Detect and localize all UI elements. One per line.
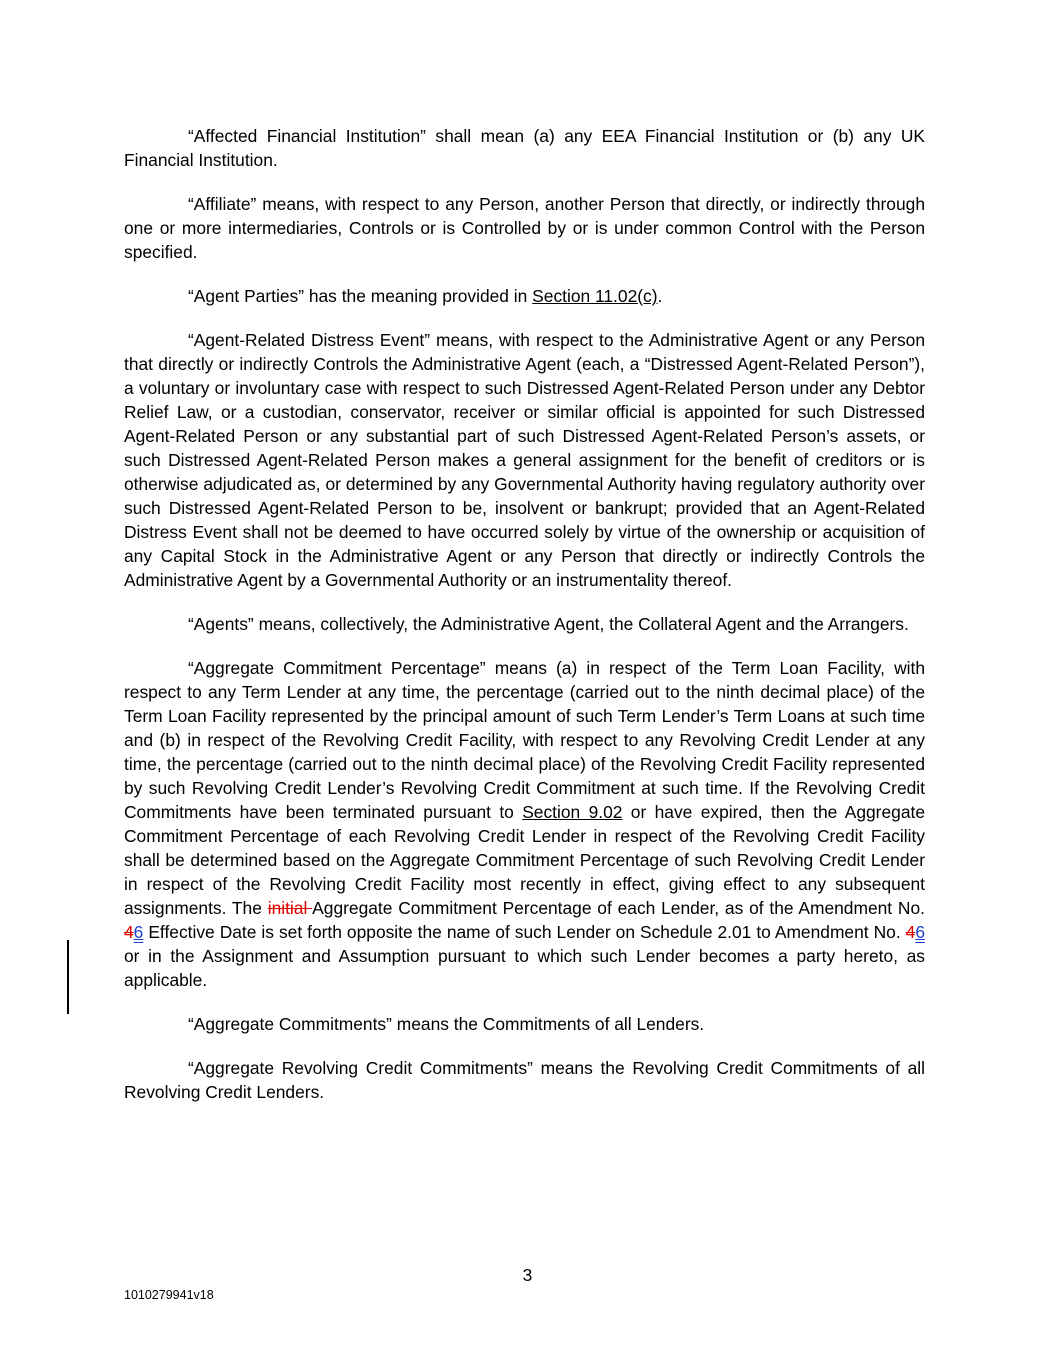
tracked-deletion: initial — [267, 898, 313, 918]
defined-term: “Aggregate Commitments” — [188, 1014, 392, 1034]
defined-term: “Agents” — [188, 614, 254, 634]
defined-term: “Affiliate” — [188, 194, 257, 214]
definition-agents — [124, 612, 925, 636]
definition-aggregate-revolving-credit-commitments — [124, 1056, 925, 1104]
tracked-insertion: 6 — [915, 922, 925, 942]
defined-term: “Agent-Related Distress Event” — [188, 330, 431, 350]
defined-term: “Aggregate Commitment Percentage” — [188, 658, 486, 678]
definition-affected-financial-institution — [124, 124, 925, 172]
definition-affiliate — [124, 192, 925, 264]
definition-text: or in the Assignment and Assumption pursuant to which such Lender becomes a party hereto, as applicable. — [124, 946, 925, 990]
tracked-insertion: 6 — [133, 922, 144, 942]
definition-text-end: . — [657, 286, 663, 306]
definition-text: means, with respect to the Administrative Agent or any Person that directly or indirectly Controls the Administrative Agent (each, a “Distressed Agent-Related Person”), a voluntary or involuntary case with respect to such Distressed Agent-Related Person under any Debtor Relief Law, or a custodian, conservator, receiver or similar official is appointed for such Distressed Agent-Related Person or any substantial part of such Distressed Agent-Related Person’s assets, or such Distressed Agent-Related Person makes a general assignment for the benefit of creditors or is otherwise adjudicated as, or determined by any Governmental Authority having regulatory authority over such Distressed Agent-Related Person to be, insolvent or bankrupt; provided that an Agent-Related Distress Event shall not be deemed to have occurred solely by virtue of the ownership or acquisition of any Capital Stock in the Administrative Agent or any Person that directly or indirectly Controls the Administrative Agent by a Governmental Authority or an instrumentality thereof. — [124, 330, 925, 590]
section-reference: Section 9.02 — [522, 802, 623, 822]
definition-text: means (a) in respect of the Term Loan Facility, with respect to any Term Lender at any time, the percentage (carried out to the ninth decimal place) of the Term Loan Facility represented by the principal amount of such Term Lender’s Term Loans at such time and (b) in respect of the Revolving Credit Facility, with respect to any Revolving Credit Lender at any time, the percentage (carried out to the ninth decimal place) of the Revolving Credit Facility represented by such Revolving Credit Lender’s Revolving Credit Commitment at such time. If the Revolving Credit Commitments have been terminated pursuant to — [124, 658, 925, 822]
document-id: 1010279941v18 — [124, 1288, 214, 1302]
definition-text: means, with respect to any Person, another Person that directly, or indirectly through one or more intermediaries, Controls or is Controlled by or is under common Control with the Person specified. — [124, 194, 925, 262]
revision-change-bar — [67, 940, 69, 1014]
tracked-deletion: 4 — [124, 922, 134, 942]
definition-text: means, collectively, the Administrative Agent, the Collateral Agent and the Arrangers. — [253, 614, 909, 634]
definition-text: means the Revolving Credit Commitments of all Revolving Credit Lenders. — [124, 1058, 925, 1102]
definition-agent-parties — [124, 284, 925, 308]
definition-text: Aggregate Commitment Percentage of each Lender, as of the Amendment No. — [312, 898, 925, 918]
definition-text: Effective Date is set forth opposite the name of such Lender on Schedule 2.01 to Amendment No. — [143, 922, 906, 942]
definition-aggregate-commitments — [124, 1012, 925, 1036]
definition-aggregate-commitment-percentage — [124, 656, 925, 992]
page-number: 3 — [522, 1265, 533, 1285]
definition-agent-related-distress-event — [124, 328, 925, 592]
defined-term: “Agent Parties” — [188, 286, 304, 306]
defined-term: “Aggregate Revolving Credit Commitments” — [188, 1058, 533, 1078]
section-reference: Section 11.02(c) — [532, 286, 658, 306]
definition-text: or have expired, then the Aggregate Commitment Percentage of each Revolving Credit Lender in respect of the Revolving Credit Facility shall be determined based on the Aggregate Commitment Percentage of such Revolving Credit Lender in respect of the Revolving Credit Facility most recently in effect, giving effect to any subsequent assignments. The — [124, 802, 925, 918]
definition-text: means the Commitments of all Lenders. — [391, 1014, 705, 1034]
defined-term: “Affected Financial Institution” — [188, 126, 426, 146]
document-body — [124, 124, 925, 1124]
tracked-deletion: 4 — [905, 922, 916, 942]
definition-text: has the meaning provided in — [304, 286, 533, 306]
definition-text: shall mean (a) any EEA Financial Institution or (b) any UK Financial Institution. — [124, 126, 925, 170]
